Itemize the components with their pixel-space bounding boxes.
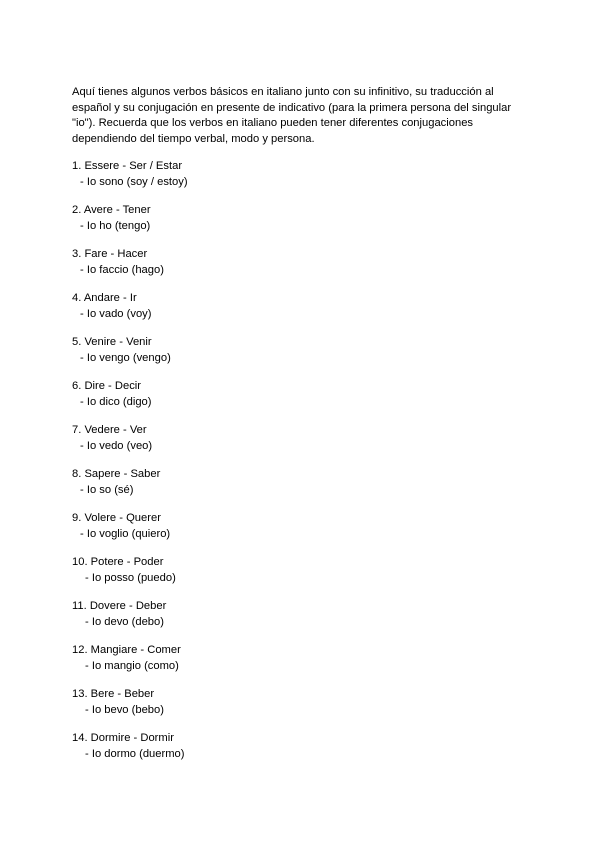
verb-heading: 8. Sapere - Saber <box>72 468 161 480</box>
intro-line: dependiendo del tiempo verbal, modo y persona. <box>72 132 315 145</box>
verb-item <box>72 379 188 423</box>
verb-conjugation: - Io dico (digo) <box>80 395 152 408</box>
verb-item <box>72 203 188 247</box>
verb-heading: 6. Dire - Decir <box>72 380 141 392</box>
verb-item <box>72 511 188 555</box>
verb-conjugation: - Io vado (voy) <box>80 307 152 320</box>
verb-item <box>72 335 188 379</box>
verb-conjugation: - Io mangio (como) <box>85 659 179 672</box>
verb-heading: 3. Fare - Hacer <box>72 248 148 260</box>
verb-heading: 10. Potere - Poder <box>72 556 164 568</box>
verb-heading: 11. Dovere - Deber <box>72 600 167 612</box>
verb-conjugation: - Io vedo (veo) <box>80 439 153 452</box>
verb-item <box>72 423 188 467</box>
verb-conjugation: - Io sono (soy / estoy) <box>80 175 188 188</box>
verb-item <box>72 687 188 731</box>
verb-conjugation: - Io bevo (bebo) <box>85 703 164 716</box>
verb-heading: 5. Venire - Venir <box>72 336 152 348</box>
verb-heading: 4. Andare - Ir <box>72 292 137 304</box>
verb-conjugation: - Io faccio (hago) <box>80 263 164 276</box>
verb-heading: 2. Avere - Tener <box>72 204 151 216</box>
verb-heading: 7. Vedere - Ver <box>72 424 147 436</box>
verb-item <box>72 467 188 511</box>
intro-line: "io"). Recuerda que los verbos en italiano pueden tener diferentes conjugaciones <box>72 117 474 130</box>
verb-conjugation: - Io posso (puedo) <box>85 571 176 584</box>
verb-item <box>72 247 188 291</box>
intro-paragraph <box>72 85 542 147</box>
verb-heading: 1. Essere - Ser / Estar <box>72 160 183 172</box>
verb-conjugation: - Io devo (debo) <box>85 615 164 628</box>
verb-conjugation: - Io dormo (duermo) <box>85 747 185 760</box>
verb-conjugation: - Io so (sé) <box>80 483 134 496</box>
verb-list <box>72 159 188 775</box>
intro-line: Aquí tienes algunos verbos básicos en italiano junto con su infinitivo, su traducción al <box>72 86 494 98</box>
verb-conjugation: - Io ho (tengo) <box>80 219 151 232</box>
verb-item <box>72 159 188 203</box>
verb-item <box>72 643 188 687</box>
verb-item <box>72 599 188 643</box>
verb-heading: 13. Bere - Beber <box>72 688 155 700</box>
verb-item <box>72 291 188 335</box>
verb-conjugation: - Io voglio (quiero) <box>80 527 171 540</box>
verb-item <box>72 731 188 775</box>
intro-line: español y su conjugación en presente de indicativo (para la primera persona del singular <box>72 101 512 114</box>
verb-conjugation: - Io vengo (vengo) <box>80 351 171 364</box>
verb-heading: 9. Volere - Querer <box>72 512 161 524</box>
verb-heading: 14. Dormire - Dormir <box>72 732 174 744</box>
verb-item <box>72 555 188 599</box>
verb-heading: 12. Mangiare - Comer <box>72 644 181 656</box>
